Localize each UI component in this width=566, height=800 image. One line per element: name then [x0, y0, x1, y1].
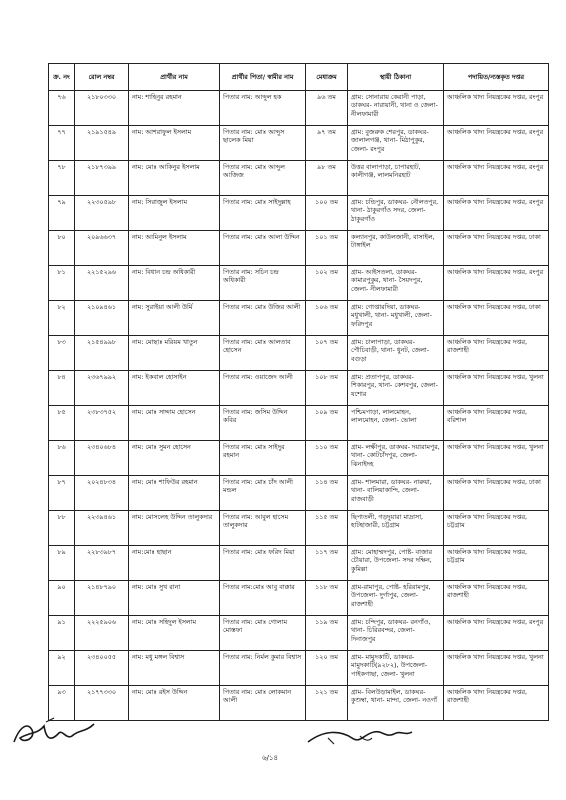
- name-cell: নাম: মোসলেহ উদ্দিন তালুকদার: [129, 511, 220, 546]
- signature-right: [304, 724, 416, 752]
- serial-cell: ৭৭: [49, 126, 75, 161]
- merit-cell: ১০৮ তম: [306, 371, 348, 406]
- address-cell: গ্রাম- মামুদকাটি, ডাকঘর- মামুদকাটি(৯২৮২), উপজেলা- পাইকগাছা, জেলা- খুলনা: [348, 651, 444, 686]
- header-posting: পদায়িত/ন্যস্তকৃত দপ্তর: [444, 64, 549, 91]
- table-row: [49, 126, 549, 161]
- address-cell: গ্রাম- বিলউড়ামাইল, ডাকঘর- কুশুম্বা, থানা- মান্দা, জেলা- নওগাঁ: [348, 686, 444, 721]
- name-cell: নাম: মোঃ সুমন হোসেন: [129, 441, 220, 476]
- table-row: [49, 336, 549, 371]
- father-cell: পিতার নাম: মোঃ সাইদুর রহমান: [220, 441, 306, 476]
- address-cell: ছিপাতলী, গড়দুয়ারা মাদ্রাসা, হাটহাজারী, চট্টগ্রাম: [348, 511, 444, 546]
- merit-cell: ১২০ তম: [306, 651, 348, 686]
- name-cell: নাম: মোঃ সুখ রানা: [129, 581, 220, 616]
- merit-cell: ১০৯ তম: [306, 406, 348, 441]
- posting-cell: আঞ্চলিক খাদ্য নিয়ন্ত্রকের দপ্তর, খুলনা: [444, 651, 549, 686]
- table-row: [49, 231, 549, 266]
- father-cell: পিতার নাম: সচিন চন্দ্র অধিকারী: [220, 266, 306, 301]
- header-serial: ক্র. নং: [49, 64, 75, 91]
- posting-cell: আঞ্চলিক খাদ্য নিয়ন্ত্রকের দপ্তর, রংপুর: [444, 161, 549, 196]
- table-row: [49, 266, 549, 301]
- name-cell: নাম: শাহিনুর রহমান: [129, 91, 220, 126]
- address-cell: গ্রাম: সোনারায় কেরানী পাড়া, ডাকঘর- নারায়ানী, থানা ও জেলা- নীলফামারী: [348, 91, 444, 126]
- merit-cell: ১১৯ তম: [306, 616, 348, 651]
- serial-cell: ৮৪: [49, 371, 75, 406]
- roll-cell: ২২৩০৫৯৮: [75, 196, 129, 231]
- candidate-table: [48, 63, 549, 721]
- father-cell: পিতার নাম: মোঃ ফরিদ মিয়া: [220, 546, 306, 581]
- father-cell: পিতার নাম: মোঃ সাইদুল্লাহ: [220, 196, 306, 231]
- table-header-row: [49, 64, 549, 91]
- posting-cell: আঞ্চলিক খাদ্য নিয়ন্ত্রকের দপ্তর, রাজশাহী: [444, 336, 549, 371]
- father-cell: পিতার নাম: মোঃ চাঁদ আলী মন্ডল: [220, 476, 306, 511]
- roll-cell: ২২১৫২৯৬: [75, 266, 129, 301]
- roll-cell: ২১৪৮৭৯০: [75, 581, 129, 616]
- merit-cell: ১১৫ তম: [306, 511, 348, 546]
- merit-cell: ১০২ তম: [306, 266, 348, 301]
- father-cell: পিতার নাম: মোঃ আলা উদ্দিন: [220, 231, 306, 266]
- page-number: ৬/১৪: [262, 754, 278, 762]
- name-cell: নাম: মোঃ সাদ্দাম হোসেন: [129, 406, 220, 441]
- name-cell: নাম: মোঃ রইস উদ্দিন: [129, 686, 220, 721]
- roll-cell: ২১৯১৫৪৯: [75, 126, 129, 161]
- roll-cell: ২৩৪০৬৮৪: [75, 441, 129, 476]
- signature-left: [6, 712, 116, 752]
- table-row: [49, 616, 549, 651]
- posting-cell: আঞ্চলিক খাদ্য নিয়ন্ত্রকের দপ্তর, রাজশাহী: [444, 686, 549, 721]
- roll-cell: ২২২৫৯০৬: [75, 616, 129, 651]
- father-cell: পিতার নাম: আবুল হাসেম তালুকদার: [220, 511, 306, 546]
- posting-cell: আঞ্চলিক খাদ্য নিয়ন্ত্রকের দপ্তর, রংপুর: [444, 266, 549, 301]
- serial-cell: ৮৮: [49, 511, 75, 546]
- name-cell: নাম: মধু মঙ্গল বিশ্বাস: [129, 651, 220, 686]
- name-cell: নাম: সিরাজুল ইসলাম: [129, 196, 220, 231]
- name-cell: নাম: সুরাইয়া আলী উর্মি: [129, 301, 220, 336]
- merit-cell: ১১০ তম: [306, 441, 348, 476]
- serial-cell: ৮০: [49, 231, 75, 266]
- table-row: [49, 686, 549, 721]
- merit-cell: ১০০ তম: [306, 196, 348, 231]
- merit-cell: ১০১ তম: [306, 231, 348, 266]
- header-name: প্রার্থীর নাম: [129, 64, 220, 91]
- roll-cell: ২৩৬৭৯৯২: [75, 371, 129, 406]
- serial-cell: ৮৭: [49, 476, 75, 511]
- address-cell: গ্রাম: মোহাম্মদপুর, পোষ্ট- বাজার চৌয়ারা, উপজেলা- সদর দক্ষিন, কুমিল্লা: [348, 546, 444, 581]
- table-row: [49, 581, 549, 616]
- header-roll: রোল নম্বর: [75, 64, 129, 91]
- serial-cell: ৯১: [49, 616, 75, 651]
- name-cell: নাম: ইকবাল হোসাইন: [129, 371, 220, 406]
- serial-cell: ৮৫: [49, 406, 75, 441]
- father-cell: পিতার নাম: মোঃ লোকমান আলী: [220, 686, 306, 721]
- table-row: [49, 161, 549, 196]
- serial-cell: ৮৯: [49, 546, 75, 581]
- table-row: [49, 371, 549, 406]
- father-cell: পিতার নাম: আব্দুল হক: [220, 91, 306, 126]
- father-cell: পিতার নাম: মোঃ আব্দুল আজিজ: [220, 161, 306, 196]
- header-address: স্থায়ী ঠিকানা: [348, 64, 444, 91]
- serial-cell: ৮৬: [49, 441, 75, 476]
- address-cell: গ্রাম: প্রতাপপুর, ডাকঘর- শিকারপুর, থানা- কেশবপুর, জেলা- যশোর: [348, 371, 444, 406]
- table-row: [49, 511, 549, 546]
- father-cell: পিতার নাম: ওয়াজেদ আলী: [220, 371, 306, 406]
- serial-cell: ৭৬: [49, 91, 75, 126]
- name-cell: নাম: মোছাঃ মরিয়ম খাতুন: [129, 336, 220, 371]
- posting-cell: আঞ্চলিক খাদ্য নিয়ন্ত্রকের দপ্তর, রংপুর: [444, 91, 549, 126]
- roll-cell: ২২৩৯৪৬১: [75, 511, 129, 546]
- posting-cell: আঞ্চলিক খাদ্য নিয়ন্ত্রকের দপ্তর, খুলনা: [444, 441, 549, 476]
- roll-cell: ২১৮০৩৩০: [75, 91, 129, 126]
- roll-cell: ২২৮৩৯৮৭: [75, 546, 129, 581]
- roll-cell: ২১০৯৪৬১: [75, 301, 129, 336]
- roll-cell: ২১৭৭৩৩০: [75, 686, 129, 721]
- merit-cell: ১০৭ তম: [306, 336, 348, 371]
- address-cell: গ্রাম- আইসতলা, ডাকঘর- কামারপুকুর, থানা- সৈয়দপুর, জেলা- নীলফামারী: [348, 266, 444, 301]
- address-cell: গ্রাম: চন্ডিপুর, ডাকঘর- নৌলতপুর, থানা- ঠাকুরগাঁও সদর, জেলা- ঠাকুরগাঁও: [348, 196, 444, 231]
- posting-cell: আঞ্চলিক খাদ্য নিয়ন্ত্রকের দপ্তর, ঢাকা: [444, 231, 549, 266]
- address-cell: গ্রাম: বুজরুক শেরপুর, ডাকঘর- জালালগঞ্জ, থানা- মিঠাপুকুর, জেলা- রংপুর: [348, 126, 444, 161]
- serial-cell: ৮১: [49, 266, 75, 301]
- father-cell: পিতার নাম: মোঃ আব্দুস ছালেক মিয়া: [220, 126, 306, 161]
- name-cell: নাম:মোঃ হাছান: [129, 546, 220, 581]
- table-row: [49, 546, 549, 581]
- name-cell: নাম: আমিনুল ইসলাম: [129, 231, 220, 266]
- table-row: [49, 476, 549, 511]
- table-row: [49, 441, 549, 476]
- posting-cell: আঞ্চলিক খাদ্য নিয়ন্ত্রকের দপ্তর, ঢাকা: [444, 476, 549, 511]
- address-cell: গ্রাম: গোপ্তারদিয়া, ডাকঘর- মধুখালী, থানা- মধুখালী, জেলা- ফরিদপুর: [348, 301, 444, 336]
- address-cell: পশ্চিমপাড়া, লালমোহন, লালমোহন, জেলা- ভোলা: [348, 406, 444, 441]
- address-cell: গ্রাম: চন্দিপুর, ডাকঘর- রনগাঁও, থানা- চিরিরবন্দর, জেলা- দিনাজপুর: [348, 616, 444, 651]
- header-father: প্রার্থীর পিতা/ স্বামীর নাম: [220, 64, 306, 91]
- name-cell: নাম: আশরাফুল ইসলাম: [129, 126, 220, 161]
- father-cell: পিতার নাম: নির্মল কুমার বিশ্বাস: [220, 651, 306, 686]
- posting-cell: আঞ্চলিক খাদ্য নিয়ন্ত্রকের দপ্তর, বরিশাল: [444, 406, 549, 441]
- roll-cell: ২৩৮৩৭৫২: [75, 406, 129, 441]
- merit-cell: ১১৭ তম: [306, 546, 348, 581]
- address-cell: গ্রাম- লক্ষীপুর, ডাকঘর- দয়ারামপুর, থানা- কোটচাঁদপুর, জেলা- ঝিনাইদহ: [348, 441, 444, 476]
- merit-cell: ৯৭ তম: [306, 126, 348, 161]
- posting-cell: আঞ্চলিক খাদ্য নিয়ন্ত্রকের দপ্তর, রংপুর: [444, 616, 549, 651]
- roll-cell: ২১৮৭৩৯৯: [75, 161, 129, 196]
- roll-cell: ২১৫৪৯৯৮: [75, 336, 129, 371]
- posting-cell: আঞ্চলিক খাদ্য নিয়ন্ত্রকের দপ্তর, রাজশাহী: [444, 581, 549, 616]
- serial-cell: ৯২: [49, 651, 75, 686]
- address-cell: গ্রাম-রামাপুর, পোষ্ট- হরিরামপুর, উপজেলা- দুর্গাপুর, জেলা- রাজশাহী: [348, 581, 444, 616]
- posting-cell: আঞ্চলিক খাদ্য নিয়ন্ত্রকের দপ্তর, চট্টগ্রাম: [444, 546, 549, 581]
- father-cell: পিতার নাম: জসিম উদ্দিন কবির: [220, 406, 306, 441]
- serial-cell: ৮২: [49, 301, 75, 336]
- table-row: [49, 406, 549, 441]
- table-row: [49, 301, 549, 336]
- merit-cell: ১০৬ তম: [306, 301, 348, 336]
- merit-cell: ৯৮ তম: [306, 161, 348, 196]
- table-row: [49, 91, 549, 126]
- name-cell: নাম: মোঃ শাফিউর রহমান: [129, 476, 220, 511]
- serial-cell: ৭৯: [49, 196, 75, 231]
- header-merit: মেধাক্রম: [306, 64, 348, 91]
- father-cell: পিতার নাম:মোঃ আবু বাক্কার: [220, 581, 306, 616]
- serial-cell: ৯৩: [49, 686, 75, 721]
- merit-cell: ১১৮ তম: [306, 581, 348, 616]
- posting-cell: আঞ্চলিক খাদ্য নিয়ন্ত্রকের দপ্তর, চট্টগ্রাম: [444, 511, 549, 546]
- name-cell: নাম: বিধান চন্দ্র অধিকারী: [129, 266, 220, 301]
- merit-cell: ১১৪ তম: [306, 476, 348, 511]
- address-cell: উত্তর বালাপাড়া, চাপারহাট, কালীগঞ্জ, লালমনিরহাট: [348, 161, 444, 196]
- address-cell: গ্রাম: চালাপাড়া, ডাকঘর- পৌচিবাড়ী, থানা- ধুনট, জেলা- বগুড়া: [348, 336, 444, 371]
- posting-cell: আঞ্চলিক খাদ্য নিয়ন্ত্রকের দপ্তর, খুলনা: [444, 371, 549, 406]
- address-cell: কল্যানপুর, কাউলজানী, বাসাইল, টাঙ্গাইল: [348, 231, 444, 266]
- roll-cell: ২৩৪০০৫৫: [75, 651, 129, 686]
- posting-cell: আঞ্চলিক খাদ্য নিয়ন্ত্রকের দপ্তর, রংপুর: [444, 196, 549, 231]
- roll-cell: ২০৯৬৬৩৭: [75, 231, 129, 266]
- merit-cell: ৯৬ তম: [306, 91, 348, 126]
- address-cell: গ্রাম- শালমারা, ডাকঘর- নারুয়া, থানা- বালিয়াকান্দি, জেলা- রাজবাড়ী: [348, 476, 444, 511]
- serial-cell: ৯০: [49, 581, 75, 616]
- table-row: [49, 196, 549, 231]
- table-row: [49, 651, 549, 686]
- merit-cell: ১২১ তম: [306, 686, 348, 721]
- father-cell: পিতার নাম: মোঃ উজির আলী: [220, 301, 306, 336]
- roll-cell: ২০২৪৮৩৪: [75, 476, 129, 511]
- serial-cell: ৭৮: [49, 161, 75, 196]
- name-cell: নাম: মোঃ আকিনুর ইসলাম: [129, 161, 220, 196]
- serial-cell: ৮৩: [49, 336, 75, 371]
- name-cell: নাম: মোঃ সহিদুল ইসলাম: [129, 616, 220, 651]
- father-cell: পিতার নাম: মোঃ গোলাম মোস্তফা: [220, 616, 306, 651]
- posting-cell: আঞ্চলিক খাদ্য নিয়ন্ত্রকের দপ্তর, ঢাকা: [444, 301, 549, 336]
- father-cell: পিতার নাম: মোঃ আলতাব হোসেন: [220, 336, 306, 371]
- posting-cell: আঞ্চলিক খাদ্য নিয়ন্ত্রকের দপ্তর, রংপুর: [444, 126, 549, 161]
